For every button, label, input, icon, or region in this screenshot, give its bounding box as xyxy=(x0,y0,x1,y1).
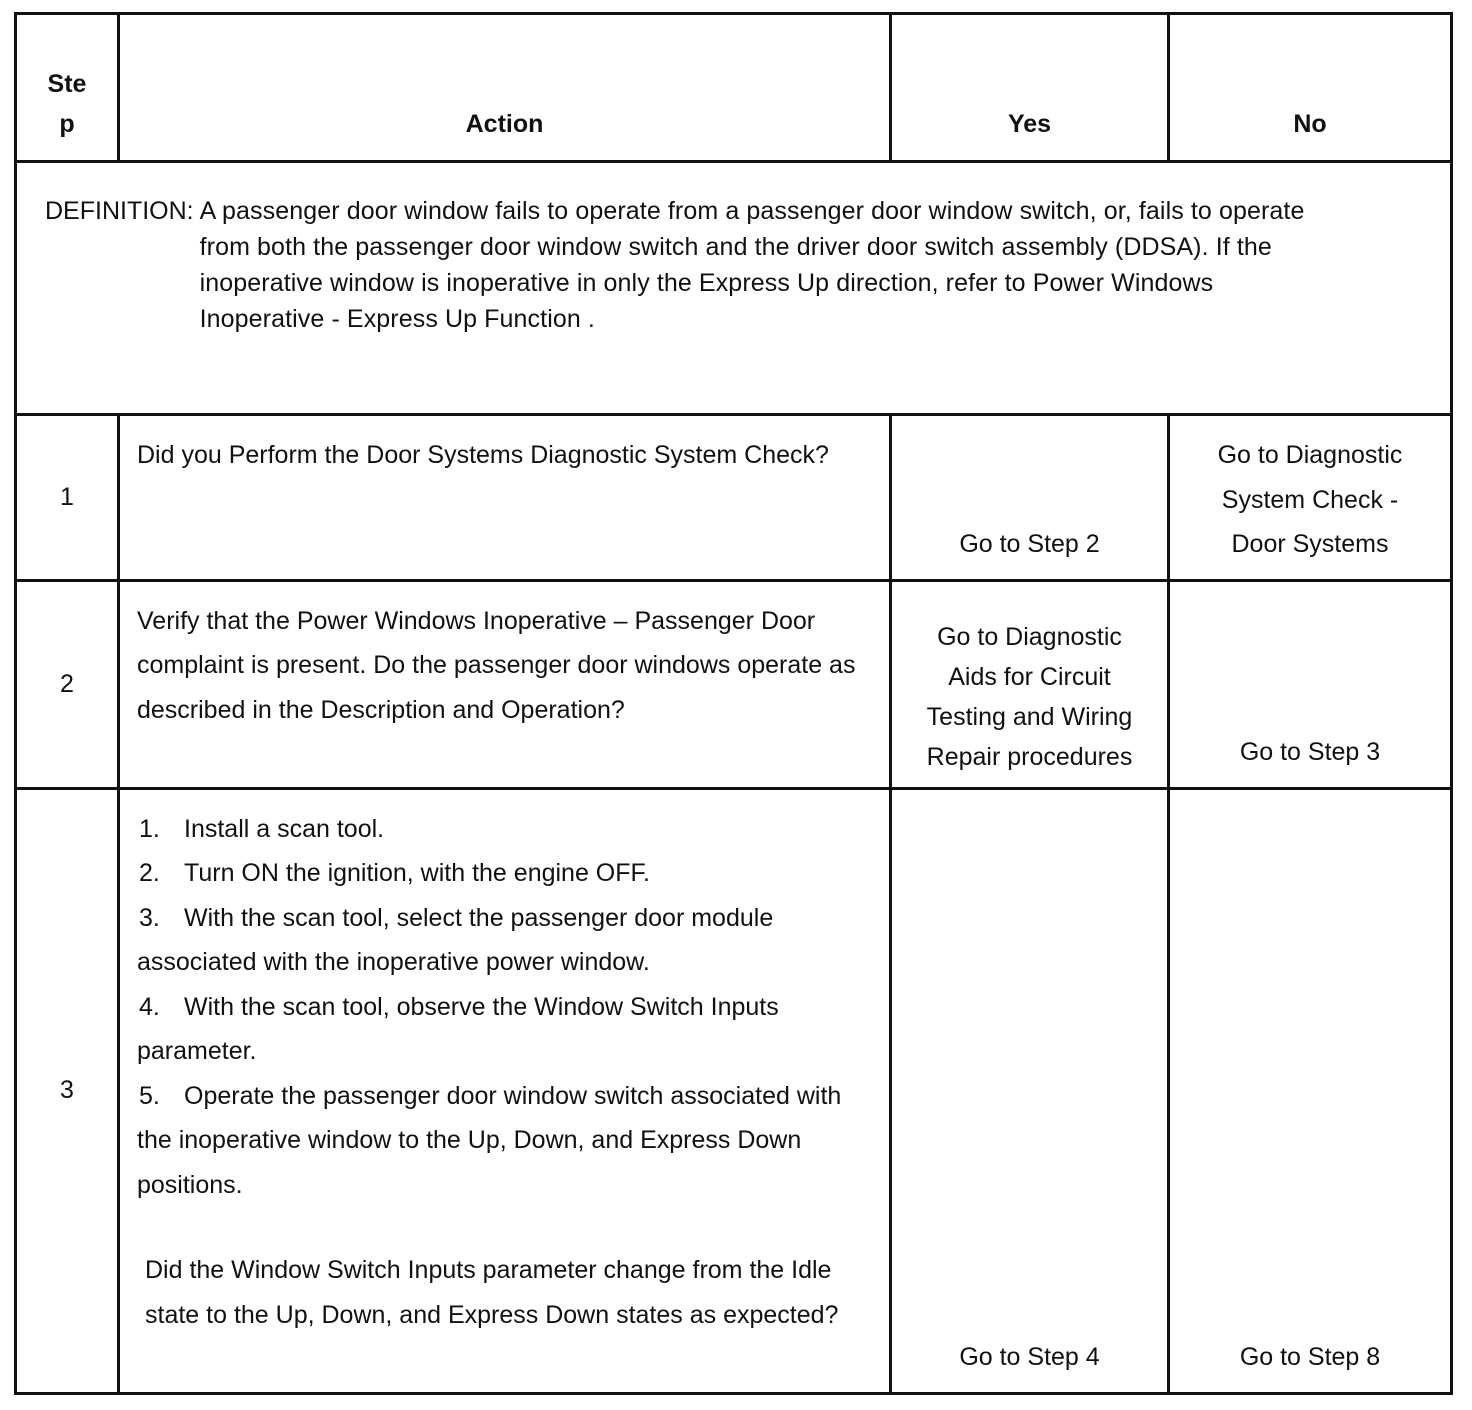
no-outcome-line: Go to Diagnostic xyxy=(1217,441,1403,469)
action-text: Verify that the Power Windows Inoperative – Passenger Door complaint is present. Do the passenger door windows operate as described in the Description and Operation? xyxy=(119,580,891,788)
substep-text: With the scan tool, observe the Window Switch Inputs parameter. xyxy=(137,992,779,1065)
table-row-step-3 xyxy=(16,788,1452,1393)
yes-outcome-line: Go to Diagnostic xyxy=(937,622,1122,651)
table-row-step-2 xyxy=(16,580,1452,788)
header-no: No xyxy=(1169,14,1452,162)
yes-outcome: Go to Step 2 xyxy=(891,415,1169,581)
substep-item xyxy=(137,807,875,852)
header-action: Action xyxy=(119,14,891,162)
yes-outcome-line: Testing and Wiring xyxy=(926,702,1133,731)
substep-number: 1. xyxy=(139,814,160,843)
substep-text: Install a scan tool. xyxy=(184,814,385,843)
step-number: 2 xyxy=(16,580,119,788)
substep-item xyxy=(137,1074,875,1208)
step-question: Did the Window Switch Inputs parameter change from the Idle state to the Up, Down, and Express Down states as expected? xyxy=(145,1256,839,1329)
yes-outcome-line: Repair procedures xyxy=(926,742,1133,771)
substep-text: With the scan tool, select the passenger door module associated with the inoperative power window. xyxy=(137,903,774,976)
definition-row xyxy=(16,162,1452,415)
substep-list xyxy=(137,807,875,1208)
step-number: 1 xyxy=(16,415,119,581)
substep-item xyxy=(137,851,875,896)
header-step-label: Step xyxy=(47,70,87,138)
header-step xyxy=(16,14,119,162)
diagnostic-table xyxy=(14,12,1453,1395)
header-row xyxy=(16,14,1452,162)
table-row-step-1 xyxy=(16,415,1452,581)
yes-outcome xyxy=(891,580,1169,788)
definition-cell xyxy=(16,162,1452,415)
step-number: 3 xyxy=(16,788,119,1393)
definition-text: A passenger door window fails to operate from a passenger door window switch, or, fails to operate from both the passenger door window switch and the driver door switch assembly (DDSA). If the inoperative window is inoperative in only the Express Up direction, refer to Power Windows Inoperative - Express Up Function . xyxy=(199,197,1305,333)
yes-outcome-line: Aids for Circuit xyxy=(948,662,1111,691)
yes-outcome: Go to Step 4 xyxy=(891,788,1169,1393)
no-outcome-line: System Check - xyxy=(1221,485,1399,514)
definition-label: DEFINITION: xyxy=(45,197,194,225)
substep-text: Turn ON the ignition, with the engine OFF. xyxy=(184,859,650,887)
action-cell xyxy=(119,788,891,1393)
action-text: Did you Perform the Door Systems Diagnostic System Check? xyxy=(119,415,891,581)
no-outcome: Go to Step 8 xyxy=(1169,788,1452,1393)
substep-number: 2. xyxy=(139,859,160,887)
header-yes: Yes xyxy=(891,14,1169,162)
substep-text: Operate the passenger door window switch associated with the inoperative window to the Up, Down, and Express Down positions. xyxy=(137,1081,842,1199)
no-outcome-line: Door Systems xyxy=(1231,530,1389,558)
no-outcome: Go to Step 3 xyxy=(1169,580,1452,788)
substep-number: 3. xyxy=(139,903,160,932)
substep-item xyxy=(137,896,875,985)
substep-item xyxy=(137,985,875,1074)
no-outcome xyxy=(1169,415,1452,581)
substep-number: 5. xyxy=(139,1081,160,1110)
substep-number: 4. xyxy=(139,992,160,1021)
